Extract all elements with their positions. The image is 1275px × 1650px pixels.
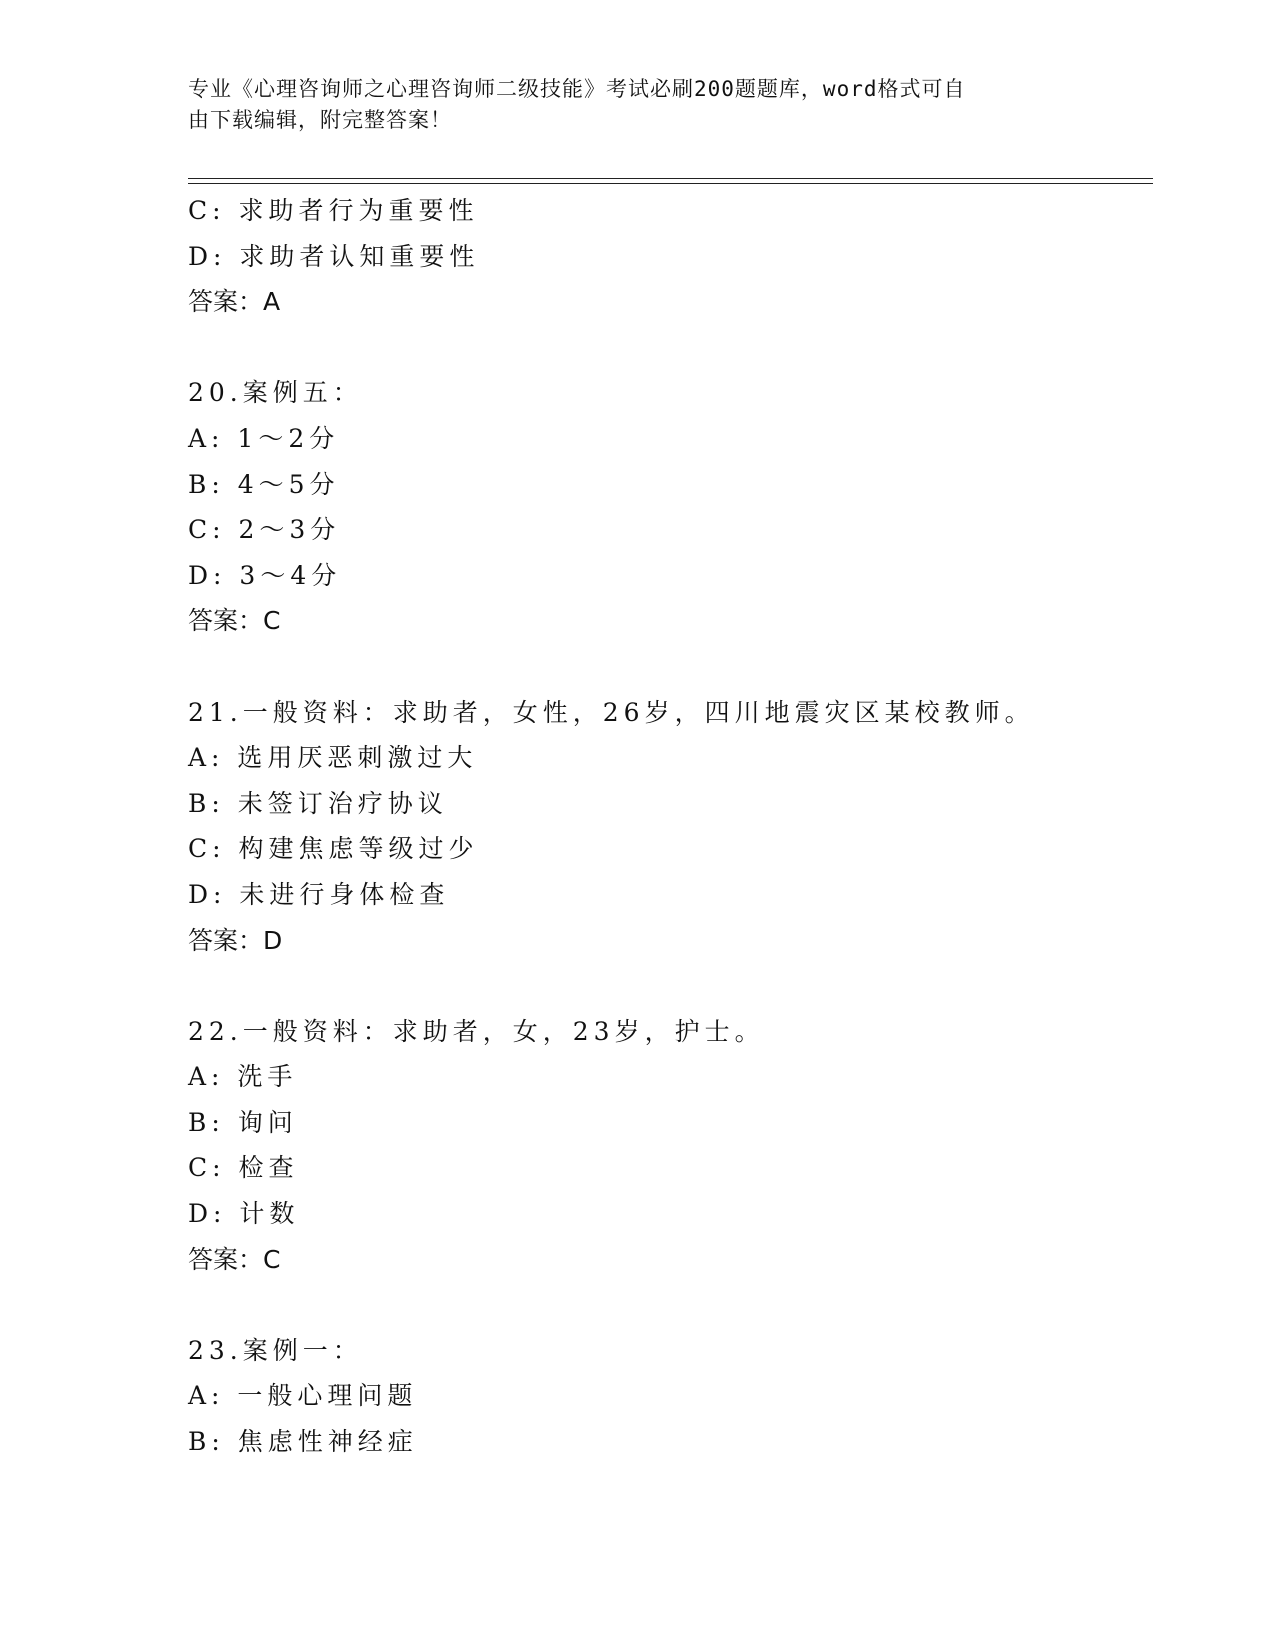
- option-a: A: 1～2分: [188, 423, 340, 453]
- option-b: B: 焦虑性神经症: [188, 1427, 418, 1457]
- question-21-title: 21.一般资料：求助者，女性，26岁，四川地震灾区某校教师。: [188, 697, 1035, 727]
- question-20-title: 20.案例五：: [188, 378, 363, 408]
- answer-line: 答案：A: [188, 287, 281, 317]
- header-divider-top: [188, 178, 1153, 179]
- question-22-title: 22.一般资料：求助者，女，23岁，护士。: [188, 1016, 765, 1046]
- option-a: A: 选用厌恶刺激过大: [188, 743, 478, 773]
- question-23-title: 23.案例一：: [188, 1335, 363, 1365]
- option-d: D: 计数: [188, 1199, 300, 1229]
- option-b: B: 未签订治疗协议: [188, 788, 448, 818]
- option-a: A: 洗手: [188, 1062, 298, 1092]
- question-list: [188, 188, 1153, 1465]
- option-b: B: 询问: [188, 1107, 298, 1137]
- spacer: [188, 963, 1153, 1009]
- option-c: C: 检查: [188, 1153, 299, 1183]
- option-c: C: 求助者行为重要性: [188, 196, 479, 225]
- answer-line: 答案：C: [188, 606, 281, 636]
- header-line-2: 由下载编辑，附完整答案！: [188, 108, 452, 132]
- answer-line: 答案：D: [188, 925, 283, 955]
- answer-line: 答案：C: [188, 1244, 281, 1274]
- option-d: D: 3～4分: [188, 560, 342, 590]
- option-b: B: 4～5分: [188, 469, 340, 499]
- option-c: C: 构建焦虑等级过少: [188, 834, 479, 864]
- spacer: [188, 325, 1153, 371]
- option-a: A: 一般心理问题: [188, 1381, 418, 1411]
- spacer: [188, 644, 1153, 690]
- option-c: C: 2～3分: [188, 515, 341, 545]
- option-d: D: 求助者认知重要性: [188, 241, 480, 271]
- spacer: [188, 1282, 1153, 1328]
- header-line-1: 专业《心理咨询师之心理咨询师二级技能》考试必刷200题题库，word格式可自: [188, 77, 966, 101]
- header-divider-bottom: [188, 183, 1153, 184]
- document-header: [188, 74, 1068, 136]
- option-d: D: 未进行身体检查: [188, 879, 450, 909]
